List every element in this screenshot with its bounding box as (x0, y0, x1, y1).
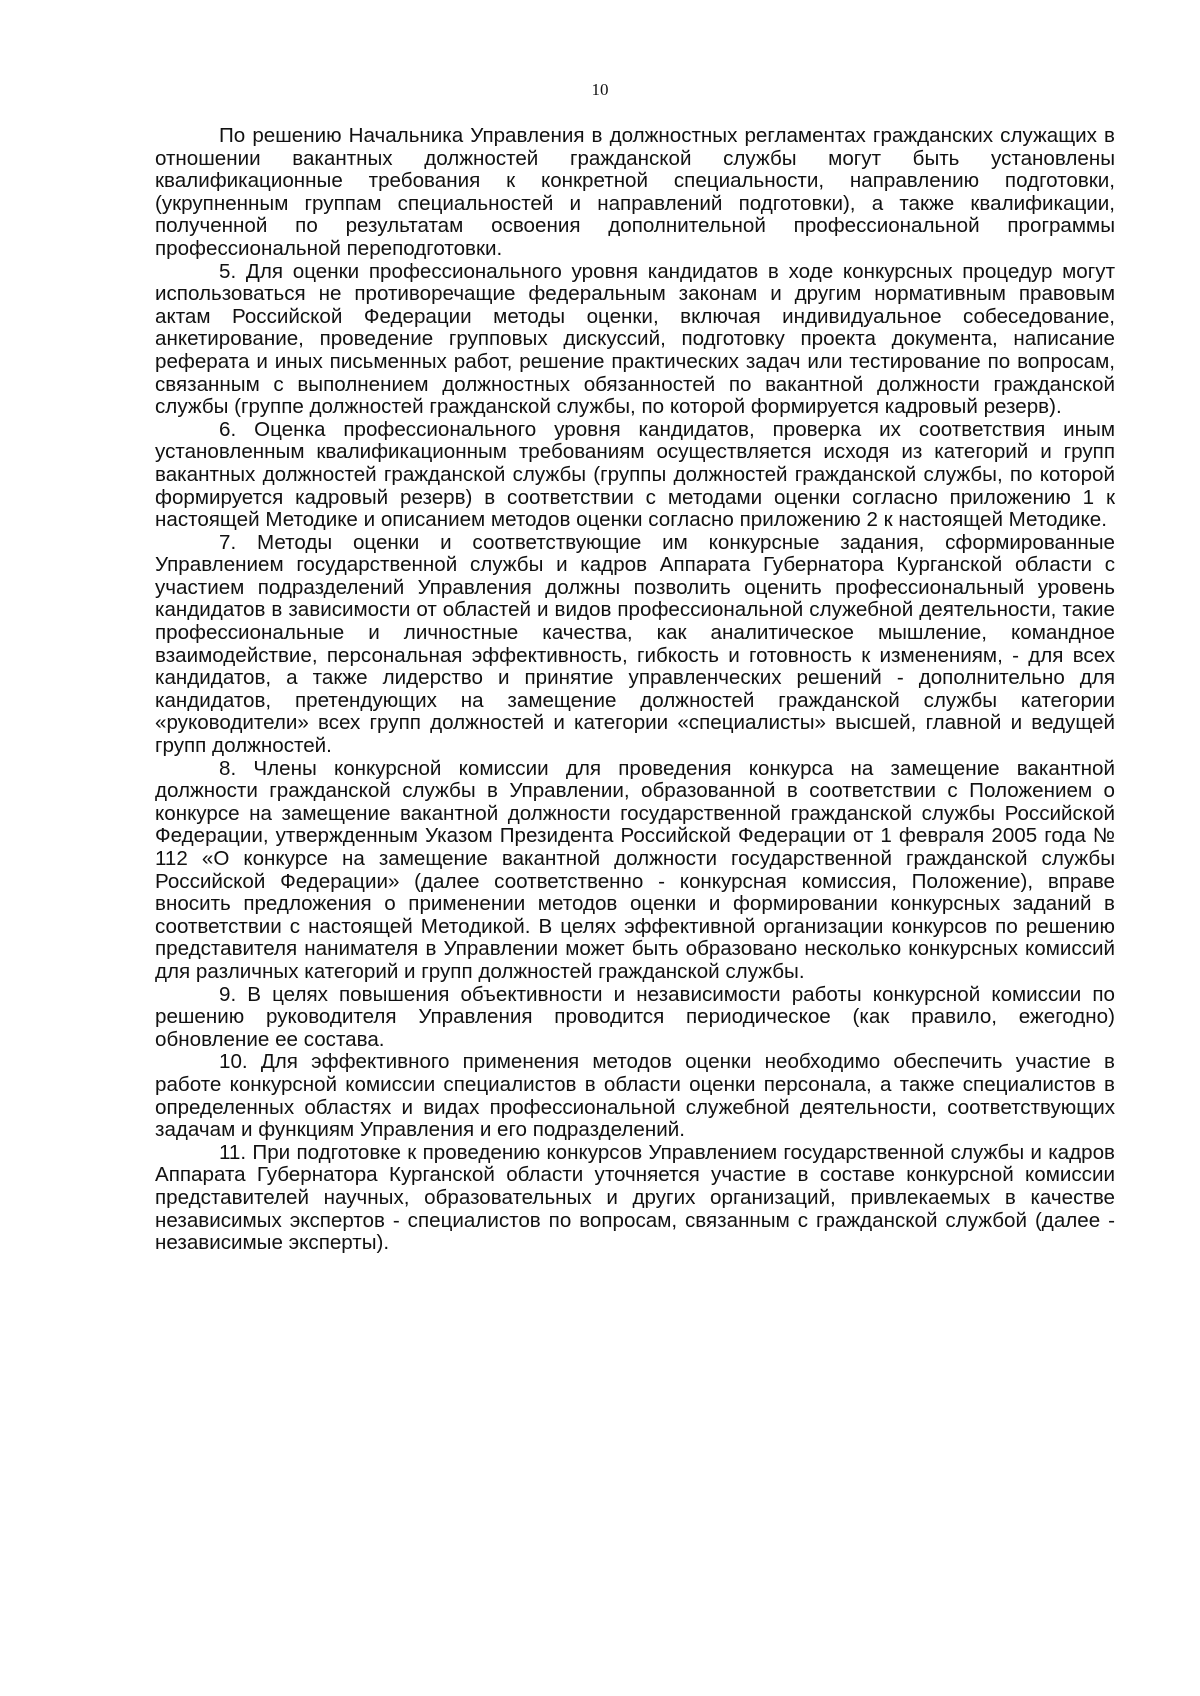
document-body (155, 125, 1115, 1255)
paragraph-4-continued: По решению Начальника Управления в должностных регламентах гражданских служащих в отношении вакантных должностей гражданской службы могут быть установлены квалификационные требования к конкретной специальности, направлению подготовки, (укрупненным группам специальностей и направлений подготовки), а также квалификации, полученной по результатам освоения дополнительной профессиональной программы профессиональной переподготовки. (155, 124, 1115, 260)
paragraph-5: 5. Для оценки профессионального уровня кандидатов в ходе конкурсных процедур могут использоваться не противоречащие федеральным законам и другим нормативным правовым актам Российской Федерации методы оценки, включая индивидуальное собеседование, анкетирование, проведение групповых дискуссий, подготовку проекта документа, написание реферата и иных письменных работ, решение практических задач или тестирование по вопросам, связанным с выполнением должностных обязанностей по вакантной должности гражданской службы (группе должностей гражданской службы, по которой формируется кадровый резерв). (155, 259, 1115, 419)
paragraph-6: 6. Оценка профессионального уровня кандидатов, проверка их соответствия иным установленным квалификационным требованиям осуществляется исходя из категорий и групп вакантных должностей гражданской службы (группы должностей гражданской службы, по которой формируется кадровый резерв) в соответствии с методами оценки согласно приложению 1 к настоящей Методике и описанием методов оценки согласно приложению 2 к настоящей Методике. (155, 417, 1115, 532)
paragraph-7: 7. Методы оценки и соответствующие им конкурсные задания, сформированные Управлением государственной службы и кадров Аппарата Губернатора Курганской области с участием подразделений Управления должны позволить оценить профессиональный уровень кандидатов в зависимости от областей и видов профессиональной служебной деятельности, такие профессиональные и личностные качества, как аналитическое мышление, командное взаимодействие, персональная эффективность, гибкость и готовность к изменениям, - для всех кандидатов, а также лидерство и принятие управленческих решений - дополнительно для кандидатов, претендующих на замещение должностей гражданской службы категории «руководители» всех групп должностей и категории «специалисты» высшей, главной и ведущей групп должностей. (155, 530, 1115, 758)
paragraph-10: 10. Для эффективного применения методов оценки необходимо обеспечить участие в работе конкурсной комиссии специалистов в области оценки персонала, а также специалистов в определенных областях и видах профессиональной служебной деятельности, соответствующих задачам и функциям Управления и его подразделений. (155, 1050, 1115, 1142)
paragraph-8: 8. Члены конкурсной комиссии для проведения конкурса на замещение вакантной должности гражданской службы в Управлении, образованной в соответствии с Положением о конкурсе на замещение вакантной должности государственной гражданской службы Российской Федерации, утвержденным Указом Президента Российской Федерации от 1 февраля 2005 года № 112 «О конкурсе на замещение вакантной должности государственной гражданской службы Российской Федерации» (далее соответственно - конкурсная комиссия, Положение), вправе вносить предложения о применении методов оценки и формировании конкурсных заданий в соответствии с настоящей Методикой. В целях эффективной организации конкурсов по решению представителя нанимателя в Управлении может быть образовано несколько конкурсных комиссий для различных категорий и групп должностей гражданской службы. (155, 756, 1115, 983)
paragraph-9: 9. В целях повышения объективности и независимости работы конкурсной комиссии по решению руководителя Управления проводится периодическое (как правило, ежегодно) обновление ее состава. (155, 982, 1115, 1051)
paragraph-11: 11. При подготовке к проведению конкурсов Управлением государственной службы и кадров Аппарата Губернатора Курганской области уточняется участие в составе конкурсной комиссии представителей научных, образовательных и других организаций, привлекаемых в качестве независимых экспертов - специалистов по вопросам, связанным с гражданской службой (далее - независимые эксперты). (155, 1140, 1115, 1255)
page-number: 10 (591, 80, 609, 99)
